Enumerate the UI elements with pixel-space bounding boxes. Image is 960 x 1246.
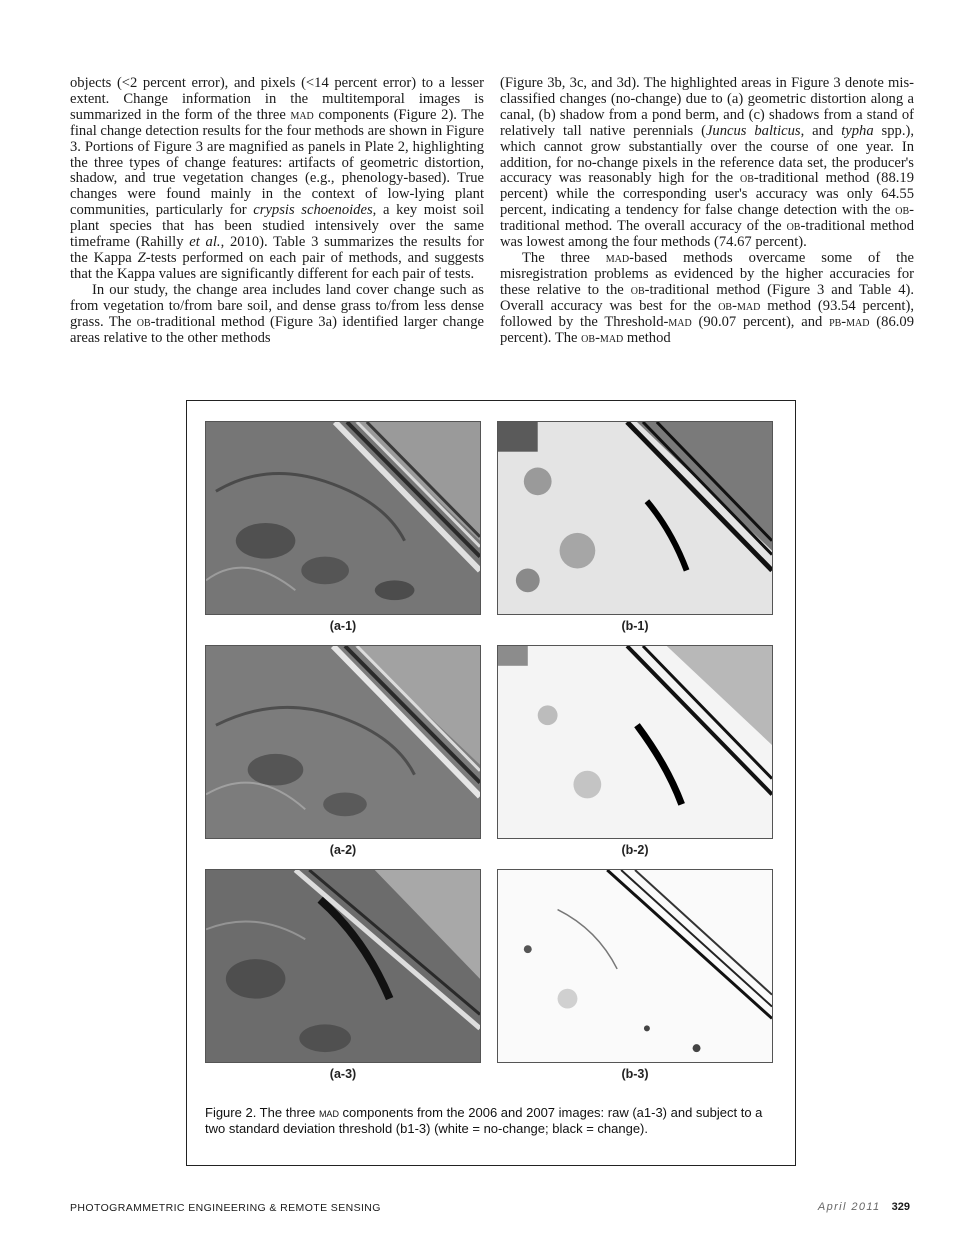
panel-a-2-label: (a-2) xyxy=(329,843,357,857)
right-paragraph-1: (Figure 3b, 3c, and 3d). The highlighted areas in Figure 3 denote mis-classified changes (no-change) due to (a) geometric distortion along a canal, (b) shadow from a pond berm, and (c) shadows from a stand of relatively tall native perennials (Juncus balticus, and typha spp.), which cannot grow substantially over the course of one year. In addition, for no-change pixels in the reference data set, the producer's accuracy was reasonably high for the ob-traditional method (88.19 percent) while the corresponding user's accuracy was only 64.55 percent, indicating a tendency for false change detection with the ob-traditional method. The overall accuracy of the ob-traditional method was lowest among the four methods (74.67 percent). xyxy=(500,75,914,251)
panel-a-3-label: (a-3) xyxy=(329,1067,357,1081)
left-text-column xyxy=(70,76,484,346)
panel-a-2-image xyxy=(205,645,481,839)
panel-a-1-image xyxy=(205,421,481,615)
left-paragraph-1: objects (<2 percent error), and pixels (<14 percent error) to a lesser extent. Change information in the multitemporal images is summarized in the form of the three mad components (Figure 2). The final change detection results for the four methods are shown in Figure 3. Portions of Figure 3 are magnified as panels in Plate 2, highlighting the three types of change features: artifacts of geometric distortion, shadow, and true vegetation changes (e.g., phenology-based). True changes were found mainly in the context of low-lying plant communities, particularly for crypsis schoenoides, a key moist soil plant species that has been studied intensively over the same timeframe (Rahilly et al., 2010). Table 3 summarizes the results for the Kappa Z-tests performed on each pair of methods, and suggests that the Kappa values are significantly different for each pair of tests. xyxy=(70,75,485,282)
footer-right xyxy=(818,1201,910,1213)
right-paragraph-2: The three mad-based methods overcame some of the misregistration problems as evidenced by the higher accuracies for these relative to the ob-traditional method (Figure 3 and Table 4). Overall accuracy was best for the ob-mad method (93.54 percent), followed by the Threshold-mad (90.07 percent), and pb-mad (86.09 percent). The ob-mad method xyxy=(500,249,915,346)
journal-name: PHOTOGRAMMETRIC ENGINEERING & REMOTE SENSING xyxy=(70,1202,381,1214)
right-text-column xyxy=(500,76,914,346)
page-number: 329 xyxy=(891,1201,910,1213)
panel-b-2-label: (b-2) xyxy=(621,843,649,857)
figure-2 xyxy=(186,400,796,1166)
left-paragraph-2: In our study, the change area includes land cover change such as from vegetation to/from bare soil, and dense grass to/from less dense grass. The ob-traditional method (Figure 3a) identified larger change areas relative to the other methods xyxy=(70,281,484,346)
issue-date: April 2011 xyxy=(817,1201,881,1213)
panel-a-1-label: (a-1) xyxy=(329,619,357,633)
panel-a-3-image xyxy=(205,869,481,1063)
panel-b-1-image xyxy=(497,421,773,615)
figure-caption: Figure 2. The three mad components from the 2006 and 2007 images: raw (a1-3) and subject to a two standard deviation threshold (b1-3) (white = no-change; black = change). xyxy=(205,1105,763,1136)
panel-b-2-image xyxy=(497,645,773,839)
panel-b-3-label: (b-3) xyxy=(621,1067,649,1081)
panel-b-3-image xyxy=(497,869,773,1063)
panel-b-1-label: (b-1) xyxy=(621,619,649,633)
